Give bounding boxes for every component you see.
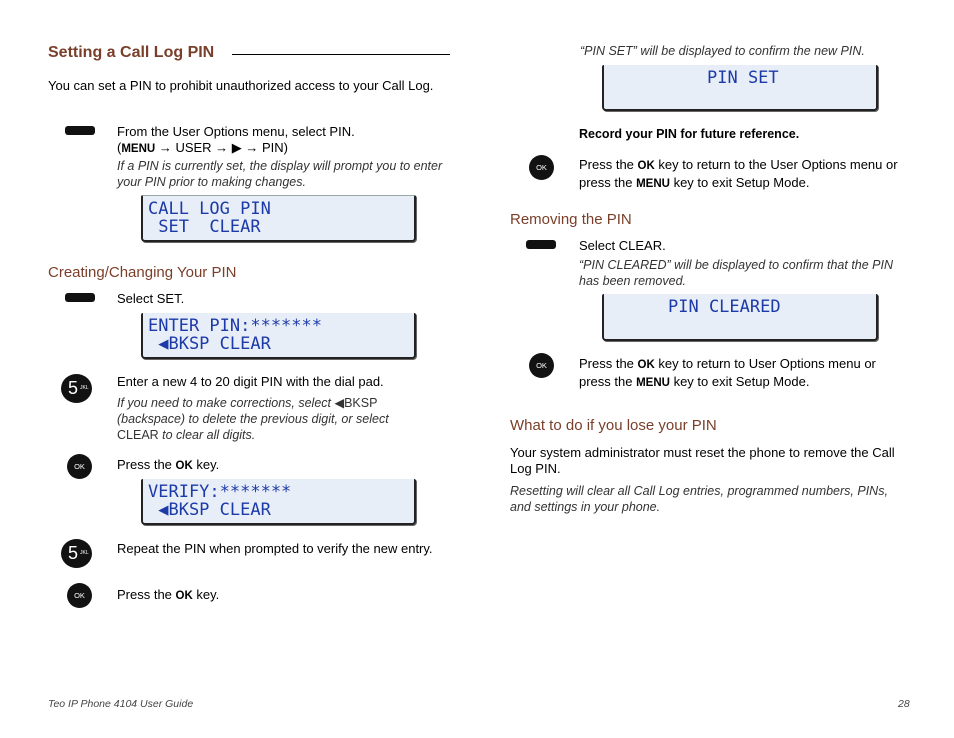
ok-key-icon: OK	[67, 454, 92, 479]
step-text: key to exit Setup Mode.	[669, 373, 810, 389]
step-select-set: Select SET.	[117, 291, 185, 306]
note-part: (backspace) to delete the previous digit, or select	[117, 412, 389, 426]
lcd-line-2: ◀BKSP CLEAR	[148, 334, 271, 354]
pin-set-note: If a PIN is currently set, the display will prompt you to enter your PIN prior to making changes.	[117, 159, 443, 189]
lcd-line-1: VERIFY:*******	[148, 482, 292, 502]
lose-pin-text: Your system administrator must reset the phone to remove the Call Log PIN.	[510, 445, 895, 476]
step-text: key to exit Setup Mode.	[669, 174, 810, 190]
menu-path: → USER → ▶ → PIN)	[155, 139, 289, 155]
menu-key-label: MENU	[636, 376, 670, 389]
note-bksp: ◀BKSP	[334, 396, 378, 410]
step-text: key to return to the User Options menu or press the	[579, 157, 898, 190]
note-part: to clear all digits.	[158, 428, 256, 442]
step-text: Press the	[579, 157, 638, 172]
subheading-remove: Removing the PIN	[510, 211, 632, 228]
step-text: key.	[192, 587, 220, 602]
lcd-pin-cleared: PIN CLEARED	[602, 294, 878, 341]
pin-set-confirm-note: “PIN SET” will be displayed to confirm the new PIN.	[580, 44, 865, 58]
dial-letters: JKL	[80, 385, 89, 391]
menu-key-label: MENU	[636, 177, 670, 190]
lcd-call-log-pin	[141, 195, 416, 242]
lcd-line-2: SET CLEAR	[148, 217, 261, 237]
heading-rule	[232, 54, 450, 55]
ok-key-icon: OK	[529, 155, 554, 180]
ok-key-icon: OK	[529, 353, 554, 378]
dial-digit: 5	[68, 543, 79, 563]
ok-key-label: OK	[637, 359, 655, 371]
step-text: key to return to User Options menu or press the	[579, 356, 876, 389]
press-ok-return-2	[579, 356, 909, 391]
reset-note: Resetting will clear all Call Log entries, programmed numbers, PINs, and settings in your phone.	[510, 484, 888, 514]
softkey-icon	[526, 240, 556, 249]
softkey-icon	[65, 293, 95, 302]
subheading-create: Creating/Changing Your PIN	[48, 264, 237, 281]
subheading-lose-pin: What to do if you lose your PIN	[510, 417, 717, 434]
softkey-icon	[65, 126, 95, 135]
lcd-verify	[141, 479, 416, 525]
footer-guide-title: Teo IP Phone 4104 User Guide	[48, 698, 194, 710]
lcd-line-1: ENTER PIN:*******	[148, 316, 322, 336]
step-text: Press the	[117, 457, 176, 472]
step-text: key.	[192, 457, 220, 472]
lcd-line-2: ◀BKSP CLEAR	[148, 500, 271, 520]
correction-note	[117, 395, 417, 443]
ok-key-label: OK	[175, 460, 193, 472]
menu-path-open: (	[117, 139, 122, 155]
step-press-ok-2	[117, 587, 219, 605]
record-pin-note: Record your PIN for future reference.	[579, 127, 800, 141]
lcd-pin-set: PIN SET	[602, 65, 878, 111]
step-enter-pin: Enter a new 4 to 20 digit PIN with the dial pad.	[117, 374, 384, 389]
step-text: Press the	[579, 356, 638, 371]
step-text: Press the	[117, 587, 176, 602]
ok-key-label: OK	[175, 590, 193, 602]
menu-key-label: MENU	[121, 142, 156, 155]
step-select-pin	[117, 124, 447, 157]
note-clear: CLEAR	[117, 428, 159, 442]
step-select-clear: Select CLEAR.	[579, 238, 666, 253]
lcd-line-1: CALL LOG PIN	[148, 199, 271, 219]
dial-digit: 5	[68, 378, 79, 398]
dial-key-5-icon	[61, 374, 92, 403]
pin-cleared-note: “PIN CLEARED” will be displayed to confirm that the PIN has been removed.	[579, 258, 894, 288]
dial-letters: JKL	[80, 550, 89, 556]
step-select-pin-text: From the User Options menu, select PIN.	[117, 124, 355, 139]
page-title: Setting a Call Log PIN	[48, 44, 215, 61]
press-ok-return	[579, 157, 919, 192]
step-press-ok	[117, 457, 219, 475]
ok-key-icon: OK	[67, 583, 92, 608]
intro-text: You can set a PIN to prohibit unauthorized access to your Call Log.	[48, 78, 434, 93]
page-number: 28	[898, 698, 910, 710]
step-repeat-pin: Repeat the PIN when prompted to verify the new entry.	[117, 541, 433, 556]
dial-key-5-icon	[61, 539, 92, 568]
lcd-enter-pin	[141, 313, 416, 359]
note-part: If you need to make corrections, select	[117, 396, 335, 410]
ok-key-label: OK	[637, 160, 655, 172]
